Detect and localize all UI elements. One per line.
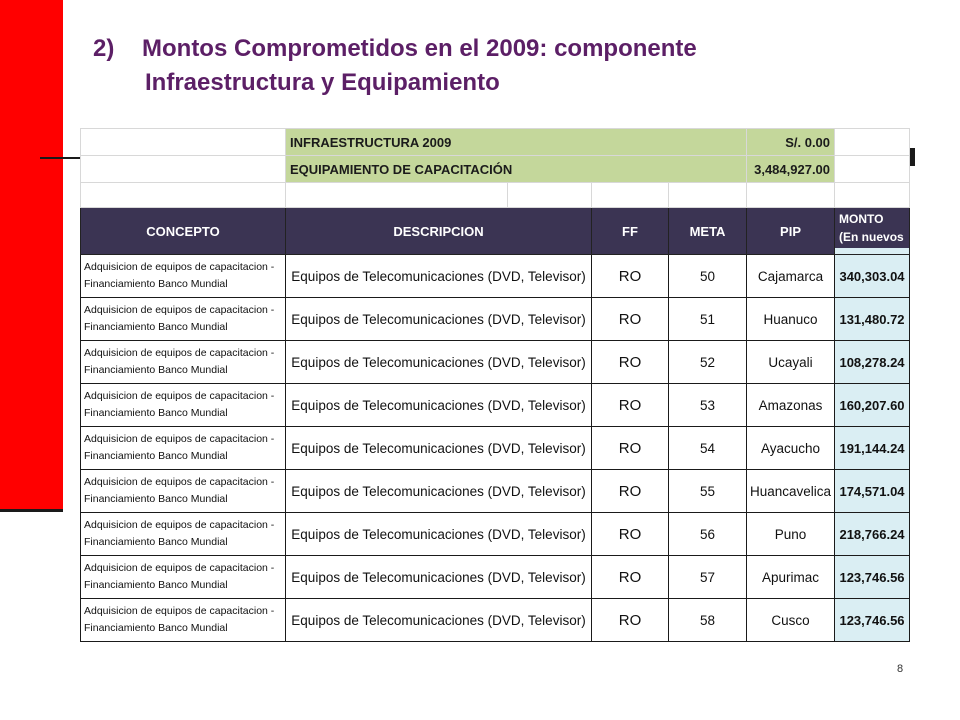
cell-monto: 123,746.56	[835, 599, 910, 642]
table-row	[81, 255, 910, 298]
cell-concepto: Adquisicion de equipos de capacitacion - Financiamiento Banco Mundial	[81, 599, 286, 642]
cell-ff: RO	[592, 255, 669, 298]
cell-ff: RO	[592, 341, 669, 384]
cell-pip: Cajamarca	[747, 255, 835, 298]
slide-title	[93, 32, 953, 100]
cell-ff: RO	[592, 556, 669, 599]
cell-ff: RO	[592, 427, 669, 470]
cell-monto: 123,746.56	[835, 556, 910, 599]
table-body	[81, 255, 910, 642]
table-row	[81, 599, 910, 642]
spreadsheet-table	[80, 128, 910, 642]
cell-meta: 53	[669, 384, 747, 427]
cell-concepto: Adquisicion de equipos de capacitacion - Financiamiento Banco Mundial	[81, 255, 286, 298]
cell-concepto: Adquisicion de equipos de capacitacion - Financiamiento Banco Mundial	[81, 556, 286, 599]
cell-ff: RO	[592, 298, 669, 341]
empty-cell	[508, 183, 592, 208]
title-line-2: Infraestructura y Equipamiento	[145, 69, 500, 96]
title-line-1: Montos Comprometidos en el 2009: componente	[142, 35, 697, 62]
table-row	[81, 341, 910, 384]
cell-meta: 57	[669, 556, 747, 599]
cell-meta: 50	[669, 255, 747, 298]
page-number: 8	[897, 663, 904, 675]
equip-value: 3,484,927.00	[747, 156, 835, 183]
cell-meta: 52	[669, 341, 747, 384]
cell-descripcion: Equipos de Telecomunicaciones (DVD, Televisor)	[286, 513, 592, 556]
empty-cell	[81, 183, 286, 208]
cell-ff: RO	[592, 384, 669, 427]
cell-descripcion: Equipos de Telecomunicaciones (DVD, Televisor)	[286, 298, 592, 341]
header-descripcion: DESCRIPCION	[286, 208, 592, 255]
empty-cell	[286, 183, 508, 208]
cell-pip: Ucayali	[747, 341, 835, 384]
empty-cell	[669, 183, 747, 208]
cell-concepto: Adquisicion de equipos de capacitacion - Financiamiento Banco Mundial	[81, 341, 286, 384]
empty-cell	[747, 183, 835, 208]
header-ff: FF	[592, 208, 669, 255]
table-row	[81, 470, 910, 513]
cell-meta: 54	[669, 427, 747, 470]
empty-cell	[835, 129, 910, 156]
cell-monto: 191,144.24	[835, 427, 910, 470]
empty-cell	[81, 129, 286, 156]
equip-label: EQUIPAMIENTO DE CAPACITACIÓN	[286, 156, 747, 183]
empty-cell	[592, 183, 669, 208]
cell-monto: 131,480.72	[835, 298, 910, 341]
cell-meta: 58	[669, 599, 747, 642]
header-meta: META	[669, 208, 747, 255]
cell-monto: 218,766.24	[835, 513, 910, 556]
cell-pip: Puno	[747, 513, 835, 556]
empty-cell	[835, 183, 910, 208]
blank-row	[81, 183, 910, 208]
summary-row-equip	[81, 156, 910, 183]
summary-row-infra	[81, 129, 910, 156]
cell-monto: 340,303.04	[835, 255, 910, 298]
cell-meta: 55	[669, 470, 747, 513]
header-monto: MONTO (En nuevos	[835, 208, 909, 248]
cell-meta: 51	[669, 298, 747, 341]
cell-descripcion: Equipos de Telecomunicaciones (DVD, Televisor)	[286, 255, 592, 298]
header-concepto: CONCEPTO	[81, 208, 286, 255]
cell-concepto: Adquisicion de equipos de capacitacion - Financiamiento Banco Mundial	[81, 298, 286, 341]
cell-monto: 174,571.04	[835, 470, 910, 513]
cell-descripcion: Equipos de Telecomunicaciones (DVD, Televisor)	[286, 556, 592, 599]
table-row	[81, 427, 910, 470]
header-pip: PIP	[747, 208, 835, 255]
header-monto-cell	[835, 208, 910, 255]
cell-meta: 56	[669, 513, 747, 556]
table-row	[81, 513, 910, 556]
cell-descripcion: Equipos de Telecomunicaciones (DVD, Televisor)	[286, 341, 592, 384]
empty-cell	[81, 156, 286, 183]
red-side-bar	[0, 0, 63, 512]
decorative-line-left	[40, 157, 80, 159]
cell-concepto: Adquisicion de equipos de capacitacion - Financiamiento Banco Mundial	[81, 384, 286, 427]
empty-cell	[835, 156, 910, 183]
cell-descripcion: Equipos de Telecomunicaciones (DVD, Televisor)	[286, 384, 592, 427]
cell-descripcion: Equipos de Telecomunicaciones (DVD, Televisor)	[286, 470, 592, 513]
cell-pip: Cusco	[747, 599, 835, 642]
cell-concepto: Adquisicion de equipos de capacitacion - Financiamiento Banco Mundial	[81, 513, 286, 556]
table-row	[81, 384, 910, 427]
infra-value: S/. 0.00	[747, 129, 835, 156]
table-row	[81, 298, 910, 341]
cell-ff: RO	[592, 470, 669, 513]
cell-pip: Huanuco	[747, 298, 835, 341]
cell-descripcion: Equipos de Telecomunicaciones (DVD, Televisor)	[286, 427, 592, 470]
cell-pip: Huancavelica	[747, 470, 835, 513]
cell-monto: 108,278.24	[835, 341, 910, 384]
cell-pip: Apurimac	[747, 556, 835, 599]
title-number: 2)	[93, 35, 115, 62]
infra-label: INFRAESTRUCTURA 2009	[286, 129, 747, 156]
cell-concepto: Adquisicion de equipos de capacitacion - Financiamiento Banco Mundial	[81, 470, 286, 513]
cell-pip: Amazonas	[747, 384, 835, 427]
cell-concepto: Adquisicion de equipos de capacitacion - Financiamiento Banco Mundial	[81, 427, 286, 470]
cell-descripcion: Equipos de Telecomunicaciones (DVD, Televisor)	[286, 599, 592, 642]
cell-ff: RO	[592, 513, 669, 556]
cell-pip: Ayacucho	[747, 427, 835, 470]
table-header-row	[81, 208, 910, 255]
cell-ff: RO	[592, 599, 669, 642]
cell-monto: 160,207.60	[835, 384, 910, 427]
table-row	[81, 556, 910, 599]
